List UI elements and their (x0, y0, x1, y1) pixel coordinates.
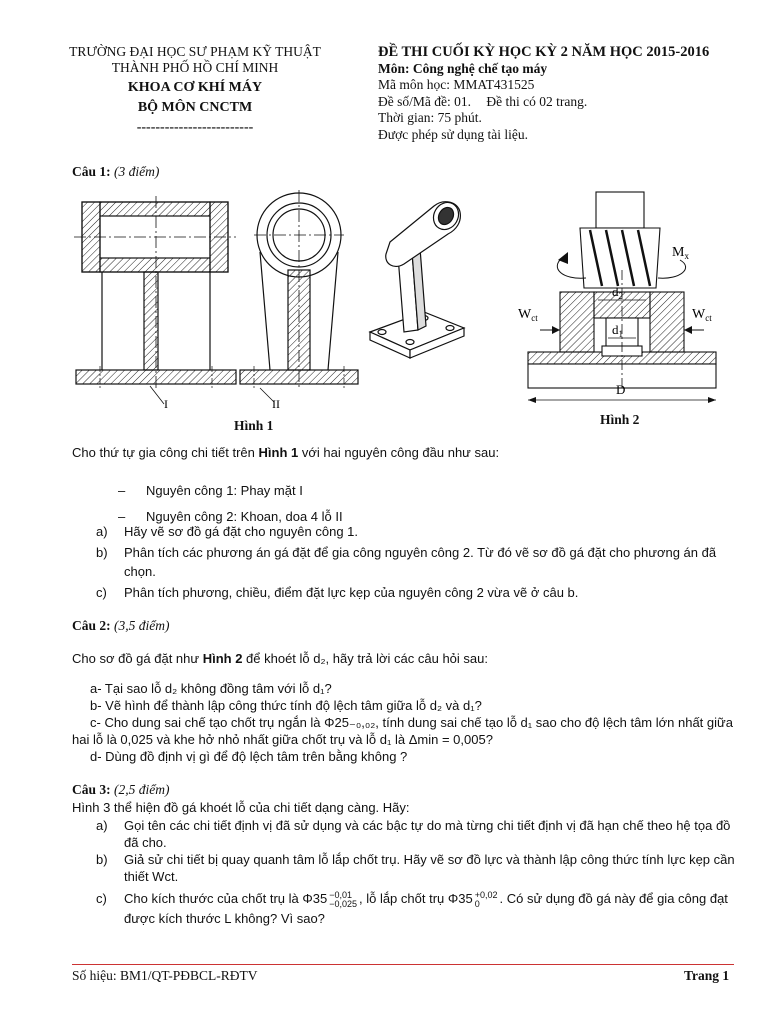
q1-items (96, 523, 736, 601)
q2-intro: Cho sơ đồ gá đặt như Hình 2 để khoét lỗ d₂, hãy trả lời các câu hỏi sau: (72, 651, 488, 666)
duration: Thời gian: 75 phút. (378, 110, 482, 125)
q2-item-a: a- Tại sao lỗ d₂ không đồng tâm với lỗ d₁? (90, 681, 332, 696)
footer-divider (72, 964, 734, 965)
isometric-view (370, 198, 464, 358)
q3-intro: Hình 3 thể hiện đồ gá khoét lỗ của chi tiết dạng càng. Hãy: (72, 800, 410, 815)
q2-item-c: c- Cho dung sai chế tạo chốt trụ ngắn là Φ25₋₀,₀₂, tính dung sai chế tạo lỗ d₁ sao cho độ lệch tâm lớn nhất giữa hai lỗ là 0,025 và khe hở nhỏ nhất giữa chốt trụ và lỗ d₁ là Δmin = 0,005? (72, 715, 733, 747)
front-section-view (74, 196, 236, 404)
header-left (40, 44, 350, 136)
footer-code: Số hiệu: BM1/QT-PĐBCL-RĐTV (72, 968, 258, 983)
side-view (240, 190, 358, 402)
department-name: BỘ MÔN CNCTM (137, 100, 253, 115)
q1-item-b: b) Phân tích các phương án gá đặt để gia công nguyên công 2. Từ đó vẽ sơ đồ gá đặt cho phương án đã chọn. (96, 545, 717, 579)
q2-label: Câu 2: (72, 618, 111, 633)
figure-2 (510, 188, 734, 410)
exam-code: Đề số/Mã đề: 01. (378, 93, 471, 109)
materials-note: Được phép sử dụng tài liệu. (378, 126, 528, 142)
university-line-2: THÀNH PHỐ HỒ CHÍ MINH (111, 60, 279, 75)
label-W-left: $W_{ct}$ (518, 307, 538, 323)
label-W-right: $W_{ct}$ (692, 307, 712, 323)
q1-item-a: a) Hãy vẽ sơ đồ gá đặt cho nguyên công 1. (96, 524, 359, 539)
faculty-name: KHOA CƠ KHÍ MÁY (127, 80, 263, 95)
q3-label: Câu 3: (72, 782, 111, 797)
q1-intro: Cho thứ tự gia công chi tiết trên Hình 1 với hai nguyên công đầu như sau: (72, 445, 500, 460)
q1-operations (118, 482, 718, 525)
q2-items (72, 680, 736, 765)
label-II: II (272, 397, 280, 411)
q3-item-a: a) Gọi tên các chi tiết định vị đã sử dụng và các bậc tự do mà từng chi tiết định vị đã hạn chế theo hệ tọa đồ đã cho. (96, 818, 731, 850)
q2-heading (72, 618, 170, 634)
q3-item-c: c) Cho kích thước của chốt trụ là Φ35 −0,01 −0,025 , lỗ lắp chốt trụ Φ35 +0,02 0 . Có sử dụng đồ gá này để gia công đạt được kích thước L không? Vì sao? (96, 889, 728, 926)
subject: Môn: Công nghệ chế tạo máy (378, 60, 548, 76)
label-Mx: $M_x$ (672, 245, 689, 261)
header-right (378, 44, 758, 143)
footer-page: Trang 1 (684, 968, 730, 983)
exam-title: ĐỀ THI CUỐI KỲ HỌC KỲ 2 NĂM HỌC 2015-2016 (378, 44, 710, 60)
q3-item-b: b) Giả sử chi tiết bị quay quanh tâm lỗ lắp chốt trụ. Hãy vẽ sơ đồ lực và thành lập công thức tính lực kẹp cần thiết Wct. (96, 852, 735, 884)
q3-items (96, 817, 736, 929)
q2-points: (3,5 điểm) (114, 618, 170, 633)
operation-item: – Nguyên công 1: Phay mặt I (118, 483, 303, 498)
header-rule: ------------------------- (136, 120, 254, 135)
q2-item-d: d- Dùng đồ định vị gì để độ lệch tâm trên bằng không ? (90, 749, 408, 764)
page-count: Đề thi có 02 trang. (486, 93, 588, 109)
q1-item-c: c) Phân tích phương, chiều, điểm đặt lực kẹp của nguyên công 2 vừa vẽ ở câu b. (96, 585, 579, 600)
figure-2-caption: Hình 2 (600, 412, 640, 427)
operation-item: – Nguyên công 2: Khoan, doa 4 lỗ II (118, 509, 343, 524)
university-line-1: TRƯỜNG ĐẠI HỌC SƯ PHẠM KỸ THUẬT (69, 44, 321, 59)
q1-label: Câu 1: (72, 164, 111, 179)
figure-1 (64, 190, 484, 420)
exam-code-line (378, 94, 758, 111)
q3-heading (72, 782, 170, 798)
q1-heading (72, 164, 159, 180)
q1-points: (3 điểm) (114, 164, 160, 179)
figure-1-caption: Hình 1 (234, 418, 274, 433)
label-d2: $d_2$ (612, 284, 623, 301)
label-d1: $d_1$ (612, 322, 623, 339)
label-D: D (616, 382, 626, 397)
q2-item-b: b- Vẽ hình để thành lập công thức tính độ lệch tâm giữa lỗ d₂ và d₁? (90, 698, 482, 713)
label-I: I (164, 397, 168, 411)
q3-points: (2,5 điểm) (114, 782, 170, 797)
cutter-tool (580, 192, 660, 288)
course-code: Mã môn học: MMAT431525 (378, 77, 535, 92)
